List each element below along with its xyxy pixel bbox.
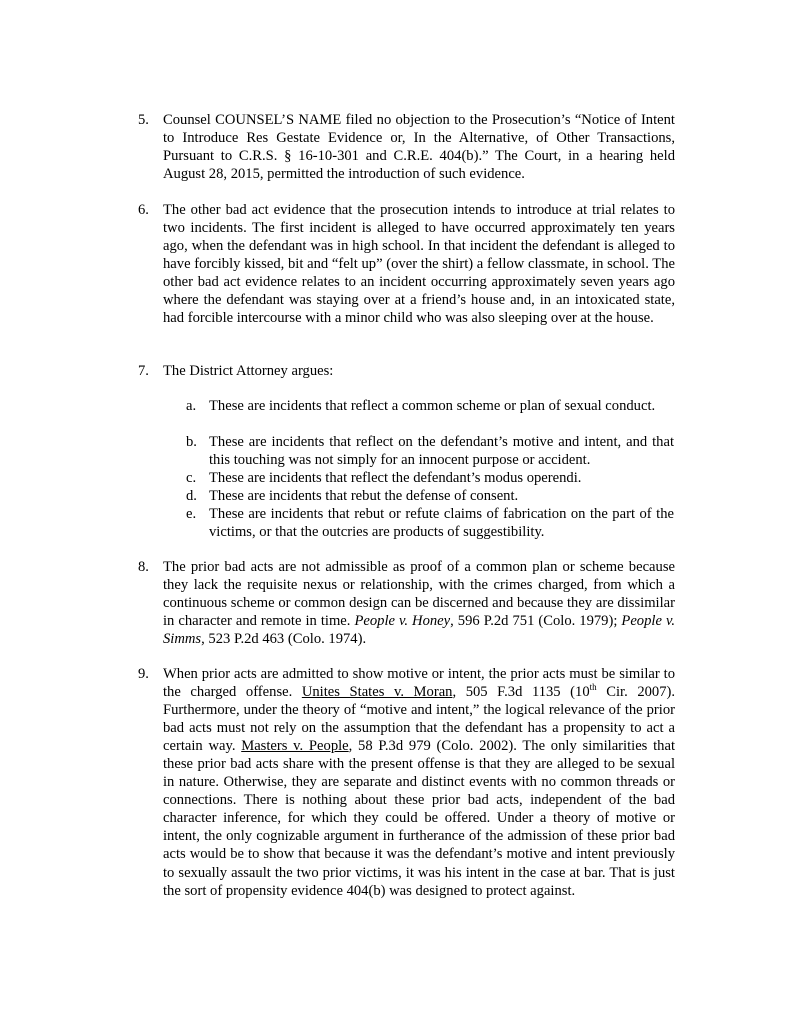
case-citation: People v. Honey [354,613,451,630]
list-item-d [186,487,674,505]
list-item-text: These are incidents that rebut or refute claims of fabrication on the part of the victims, or that the outcries are products of suggestibility. [209,506,674,541]
paragraph-text: The District Attorney argues: [163,363,334,379]
paragraph-6 [138,201,675,327]
list-item-b [186,433,674,469]
list-item-text: These are incidents that reflect the defendant’s modus operendi. [209,470,582,486]
paragraph-number: 9. [138,666,149,682]
paragraph-5 [138,111,675,183]
list-item-text: These are incidents that rebut the defense of consent. [209,488,519,504]
case-citation: People v. Simms [163,613,675,648]
paragraph-text [163,558,675,648]
paragraph-8 [138,558,675,648]
paragraph-text-part: Cir. 2007). Furthermore, under the theory of “motive and intent,” the logical relevance of the prior bad acts must not rely on the assumption that the defendant has a propensity to act a certain way. [163,684,676,755]
paragraph-text-part: , 505 F.3d 1135 (10 [452,684,590,701]
list-item-text: These are incidents that reflect on the defendant’s motive and intent, and that this touching was not simply for an innocent purpose or accident. [209,434,674,469]
list-item-text: These are incidents that reflect a common scheme or plan of sexual conduct. [209,398,656,414]
paragraph-text-part: , 58 P.3d 979 (Colo. 2002). The only similarities that these prior bad acts share with the present offense is that they are alleged to be sexual in nature. Otherwise, they are separate and distinct events with no common threads or connections. There is nothing about these prior bad acts, independent of the bad character inference, for which they could be offered. Under a theory of motive or intent, the only cognizable argument in furtherance of the admission of these prior bad acts would be to show that because it was the defendant’s motive and intent previously to sexually assault the two prior victims, it was his intent in the case at bar. That is just the sort of propensity evidence 404(b) was designed to protect against. [163,738,675,899]
paragraph-number: 7. [138,363,149,379]
paragraph-text-part: , 523 P.2d 463 (Colo. 1974). [201,631,367,648]
case-citation: Unites States v. Moran [301,684,453,701]
case-citation: Masters v. People [241,738,349,755]
list-item-a [186,397,674,415]
paragraph-text [163,665,675,900]
paragraph-number: 6. [138,202,149,218]
paragraph-number: 8. [138,559,149,575]
list-item-c [186,469,674,487]
ordinal-superscript: th [589,682,597,693]
paragraph-9 [138,665,675,900]
list-item-e [186,505,674,541]
list-item-letter: c. [186,470,197,486]
list-item-letter: e. [186,506,197,522]
list-item-letter: d. [186,488,197,504]
list-item-letter: a. [186,398,197,414]
paragraph-text: Counsel COUNSEL’S NAME filed no objection to the Prosecution’s “Notice of Intent to Introduce Res Gestate Evidence or, In the Alternative, of Other Transactions, Pursuant to C.R.S. § 16-10-301 and C.R.E. 404(b).” The Court, in a hearing held August 28, 2015, permitted the introduction of such evidence. [163,112,675,183]
list-item-letter: b. [186,434,197,450]
paragraph-text-part: When prior acts are admitted to show motive or intent, the prior acts must be similar to the charged offense. [163,666,675,701]
paragraph-text-part: , 596 P.2d 751 (Colo. 1979); [450,613,622,630]
paragraph-text: The other bad act evidence that the prosecution intends to introduce at trial relates to two incidents. The first incident is alleged to have occurred approximately ten years ago, when the defendant was in high school. In that incident the defendant is alleged to have forcibly kissed, bit and “felt up” (over the shirt) a fellow classmate, in school. The other bad act evidence relates to an incident occurring approximately seven years ago where the defendant was staying over at a friend’s house and, in an intoxicated state, had forcible intercourse with a minor child who was also sleeping over at the house. [163,202,675,327]
paragraph-text-part: The prior bad acts are not admissible as proof of a common plan or scheme because they lack the requisite nexus or relationship, with the crimes charged, from which a continuous scheme or common design can be discerned and because they are dissimilar in character and remote in time. [163,559,675,630]
paragraph-number: 5. [138,112,149,128]
paragraph-7 [138,362,675,380]
